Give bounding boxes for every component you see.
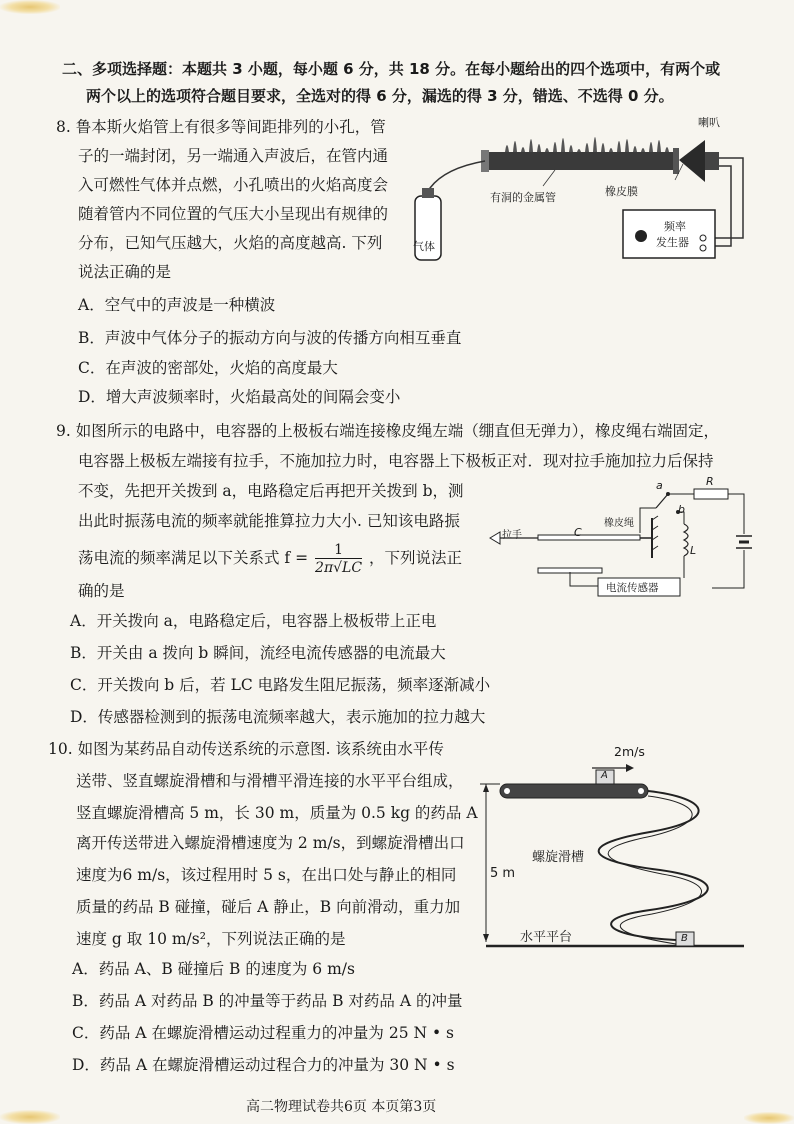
q10-line: 离开传送带进入螺旋滑槽速度为 2 m/s，到螺旋滑槽出口 bbox=[76, 834, 465, 852]
q9-formula-suffix: ，下列说法正 bbox=[369, 549, 463, 567]
q9-line: 电容器上极板左端接有拉手，不施加拉力时，电容器上下极板正对．现对拉手施加拉力后保持 bbox=[78, 452, 714, 470]
formula-denominator: 2π√LC bbox=[315, 559, 363, 576]
metal-tube bbox=[485, 152, 675, 170]
frequency-formula bbox=[315, 542, 362, 577]
section-heading-line1: 二、多项选择题：本题共 3 小题，每小题 6 分，共 18 分。在每小题给出的四个选项中，有两个或 bbox=[62, 60, 721, 78]
inductor-label: L bbox=[690, 544, 697, 557]
rubber-label: 橡皮绳 bbox=[604, 518, 634, 529]
q8-line: 随着管内不同位置的气压大小呈现出有规律的 bbox=[78, 205, 389, 223]
spiral-chute bbox=[599, 791, 708, 940]
q8-option-a: A．空气中的声波是一种横波 bbox=[78, 296, 276, 314]
speaker-label: 喇叭 bbox=[698, 116, 720, 129]
rubens-tube-figure bbox=[405, 108, 755, 268]
q8-line: 子的一端封闭，另一端通入声波后，在管内通 bbox=[78, 147, 389, 165]
switch-b-label: b bbox=[678, 503, 685, 516]
q8-line: 说法正确的是 bbox=[78, 263, 172, 281]
q8-option-d: D．增大声波频率时，火焰最高处的间隔会变小 bbox=[78, 388, 401, 406]
q10-option-a: A．药品 A、B 碰撞后 B 的速度为 6 m/s bbox=[72, 960, 355, 978]
q9-option-d: D．传感器检测到的振荡电流频率越大，表示施加的拉力越大 bbox=[70, 708, 486, 726]
paper-stain bbox=[0, 0, 60, 14]
resistor-label: R bbox=[706, 475, 714, 488]
q10-line: 速度 g 取 10 m/s²，下列说法正确的是 bbox=[76, 930, 346, 948]
block-a-label: A bbox=[601, 770, 608, 781]
formula-numerator: 1 bbox=[315, 542, 362, 559]
flames bbox=[505, 137, 669, 152]
speed-label: 2m/s bbox=[614, 744, 645, 759]
q8-option-b: B．声波中气体分子的振动方向与波的传播方向相互垂直 bbox=[78, 329, 462, 347]
q9-option-a: A．开关拨向 a，电路稳定后，电容器上极板带上正电 bbox=[70, 612, 437, 630]
sensor-label: 电流传感器 bbox=[606, 582, 659, 594]
q9-option-c: C．开关拨向 b 后，若 LC 电路发生阻尼振荡，频率逐渐减小 bbox=[70, 676, 491, 694]
conveyor-belt bbox=[500, 784, 648, 798]
rubber-membrane bbox=[673, 148, 679, 174]
handle-label: 拉手 bbox=[502, 530, 522, 541]
tube-label: 有洞的金属管 bbox=[490, 191, 556, 204]
chute-label: 螺旋滑槽 bbox=[532, 850, 585, 865]
q8-line: 分布，已知气压越大，火焰的高度越高. 下列 bbox=[78, 234, 383, 252]
speaker-body bbox=[705, 152, 719, 170]
generator-knob bbox=[635, 230, 647, 242]
handle-icon bbox=[490, 532, 500, 544]
platform-label: 水平平台 bbox=[520, 930, 573, 945]
q10-option-c: C．药品 A 在螺旋滑槽运动过程重力的冲量为 25 N • s bbox=[72, 1024, 454, 1042]
q10-option-d: D．药品 A 在螺旋滑槽运动过程合力的冲量为 30 N • s bbox=[72, 1056, 455, 1074]
q10-line: 10. 如图为某药品自动传送系统的示意图. 该系统由水平传 bbox=[48, 740, 444, 758]
height-label: 5 m bbox=[490, 866, 516, 881]
q10-line: 质量的药品 B 碰撞，碰后 A 静止，B 向前滑动，重力加 bbox=[76, 898, 461, 916]
gas-label: 气体 bbox=[413, 240, 435, 253]
section-heading-line2: 两个以上的选项符合题目要求，全选对的得 6 分，漏选的得 3 分，错选、不选得 0 分。 bbox=[86, 87, 674, 105]
q9-formula-prefix: 荡电流的频率满足以下关系式 f = bbox=[78, 549, 309, 567]
q9-line: 9. 如图所示的电路中，电容器的上极板右端连接橡皮绳左端（绷直但无弹力），橡皮绳右端固定， bbox=[56, 422, 719, 440]
capacitor-label: C bbox=[574, 526, 582, 539]
capacitor-upper-plate bbox=[538, 535, 640, 540]
q8-line: 入可燃性气体并点燃，小孔喷出的火焰高度会 bbox=[78, 176, 389, 194]
generator-label-2: 发生器 bbox=[656, 236, 689, 249]
switch-a-label: a bbox=[656, 479, 663, 492]
q10-line: 速度为6 m/s，该过程用时 5 s，在出口处与静止的相同 bbox=[76, 866, 457, 884]
conveyor-figure bbox=[480, 740, 750, 955]
q9-line: 不变，先把开关拨到 a，电路稳定后再把开关拨到 b，测 bbox=[78, 482, 464, 500]
q10-line: 送带、竖直螺旋滑槽和与滑槽平滑连接的水平平台组成， bbox=[76, 772, 464, 790]
page-footer: 高二物理试卷共6页 本页第3页 bbox=[246, 1099, 437, 1115]
inductor-coil bbox=[684, 524, 688, 556]
q9-option-b: B．开关由 a 拨向 b 瞬间，流经电流传感器的电流最大 bbox=[70, 644, 446, 662]
resistor bbox=[694, 489, 728, 499]
speaker-cone bbox=[679, 140, 705, 182]
q9-line: 确的是 bbox=[78, 582, 125, 600]
generator-label-1: 频率 bbox=[664, 220, 686, 233]
paper-stain bbox=[0, 1110, 60, 1124]
q8-option-c: C．在声波的密部处，火焰的高度最大 bbox=[78, 359, 338, 377]
switch-blade bbox=[656, 494, 668, 508]
paper-stain bbox=[744, 1112, 794, 1124]
block-b-label: B bbox=[681, 933, 688, 944]
q10-option-b: B．药品 A 对药品 B 的冲量等于药品 B 对药品 A 的冲量 bbox=[72, 992, 463, 1010]
q10-line: 竖直螺旋滑槽高 5 m，长 30 m，质量为 0.5 kg 的药品 A bbox=[76, 804, 478, 822]
q9-formula-line bbox=[78, 540, 462, 577]
q9-line: 出此时振荡电流的频率就能推算拉力大小. 已知该电路振 bbox=[78, 512, 460, 530]
membrane-label: 橡皮膜 bbox=[605, 185, 638, 198]
q8-line: 8. 鲁本斯火焰管上有很多等间距排列的小孔，管 bbox=[56, 118, 386, 136]
